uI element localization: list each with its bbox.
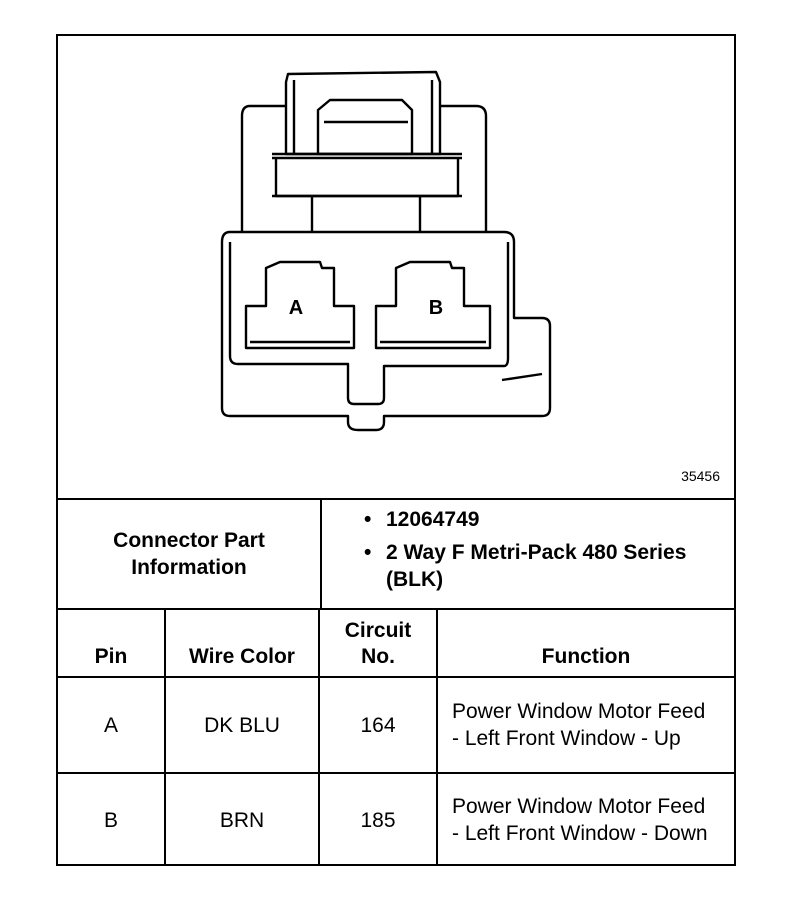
header-circuit-no: Circuit No. bbox=[344, 619, 412, 668]
header-pin: Pin bbox=[94, 645, 128, 668]
table-row-a-circuit: 164 bbox=[360, 713, 396, 737]
table-row-b-wire-color: BRN bbox=[219, 808, 265, 832]
header-wire-color: Wire Color bbox=[189, 645, 295, 668]
connector-latch-tab bbox=[318, 100, 412, 154]
connector-part-information-list bbox=[322, 506, 722, 599]
table-row-a-pin: A bbox=[103, 713, 118, 737]
table-row-a-function: Power Window Motor Feed - Left Front Window - Up bbox=[452, 700, 706, 750]
connector-body bbox=[222, 232, 550, 430]
connector-diagram bbox=[58, 36, 734, 498]
table-row-b-circuit: 185 bbox=[360, 808, 396, 832]
table-row-b-function: Power Window Motor Feed - Left Front Window - Down bbox=[452, 795, 708, 845]
connector-info-sheet bbox=[56, 34, 736, 866]
header-function: Function bbox=[541, 645, 631, 668]
pin-label-a: A bbox=[288, 297, 304, 319]
connector-upper-housing-right bbox=[440, 106, 486, 232]
table-row-b-pin: B bbox=[103, 808, 118, 832]
pin-label-b: B bbox=[428, 297, 444, 319]
connector-drawing bbox=[58, 36, 734, 498]
connector-type: • 2 Way F Metri-Pack 480 Series (BLK) bbox=[364, 541, 687, 591]
connector-collar bbox=[276, 158, 458, 196]
connector-upper-housing-left bbox=[242, 106, 286, 232]
connector-part-number: • 12064749 bbox=[364, 508, 480, 531]
connector-part-information-label: Connector Part Information bbox=[113, 529, 265, 579]
connector-latch-outline bbox=[286, 72, 440, 154]
table-row-a-wire-color: DK BLU bbox=[204, 713, 280, 737]
figure-number: 35456 bbox=[681, 468, 720, 484]
